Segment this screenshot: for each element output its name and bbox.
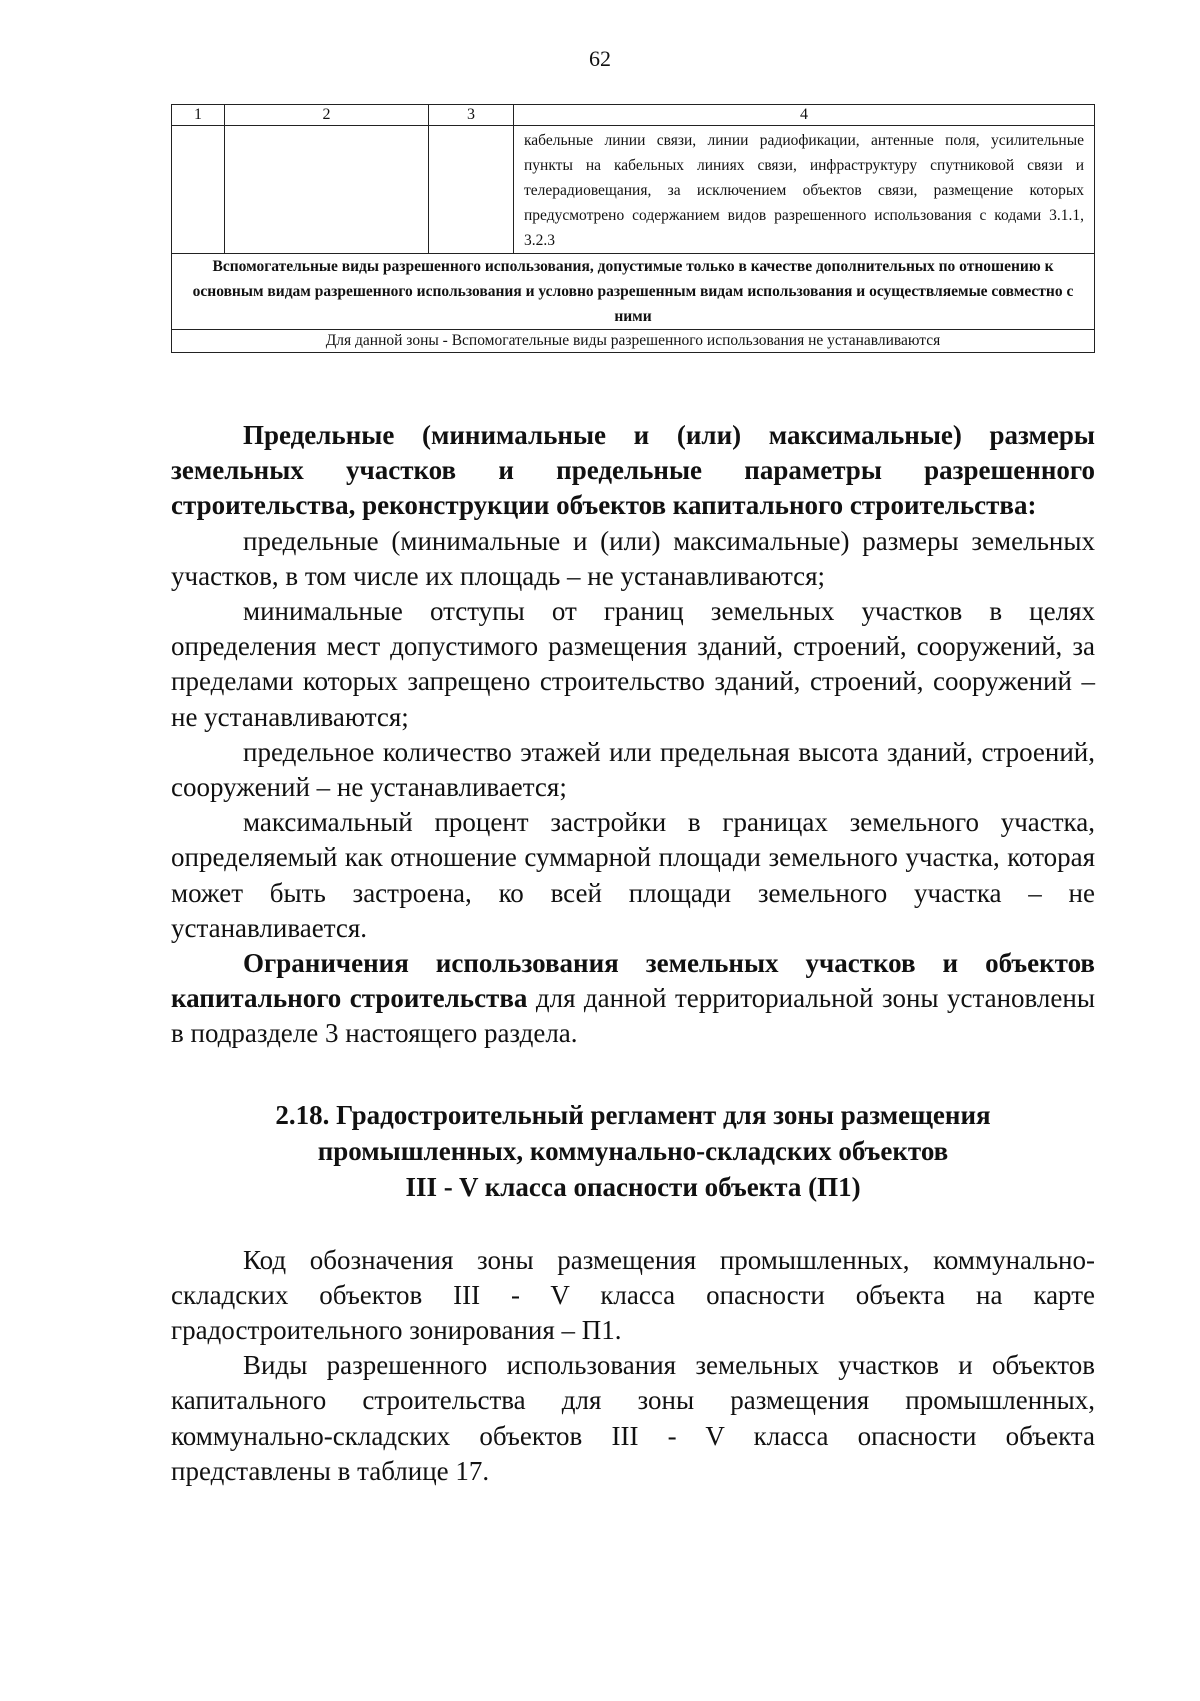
table-header-cell: 3 xyxy=(429,105,514,126)
table-cell-empty xyxy=(429,126,514,254)
aux-uses-title: Вспомогательные виды разрешенного использования, допустимые только в качестве дополнительных по отношению к основным видам разрешенного использования и условно разрешенным видам использования и осуществляемые совместно с ними xyxy=(172,254,1095,330)
section-title-line: промышленных, коммунально-складских объектов xyxy=(317,1135,949,1166)
restrictions-bold: Ограничения использования земельных участков и объектов капитального строительства xyxy=(171,948,1095,1014)
aux-uses-note: Для данной зоны - Вспомогательные виды разрешенного использования не устанавливаются xyxy=(172,330,1095,353)
table-header-cell: 1 xyxy=(172,105,225,126)
table-cell-description: кабельные линии связи, линии радиофикации, антенные поля, усилительные пункты на кабельных линиях связи, инфраструктуру спутниковой связи и телерадиовещания, за исключением объектов связи, размещение которых предусмотрено содержанием видов разрешенного использования с кодами 3.1.1, 3.2.3 xyxy=(514,126,1095,254)
table-header-cell: 4 xyxy=(514,105,1095,126)
section-title-line: 2.18. Градостроительный регламент для зоны размещения xyxy=(275,1099,991,1130)
limits-item: минимальные отступы от границ земельных участков в целях определения мест допустимого размещения зданий, строений, сооружений, за пределами которых запрещено строительство зданий, строений, сооружений – не устанавливаются; xyxy=(171,596,1095,732)
table-cell-empty xyxy=(225,126,429,254)
document-body xyxy=(171,418,1095,1489)
section-title-line: III - V класса опасности объекта (П1) xyxy=(405,1171,861,1202)
limits-item: предельное количество этажей или предельная высота зданий, строений, сооружений – не устанавливается; xyxy=(171,736,1095,803)
restrictions-paragraph xyxy=(171,946,1095,1052)
usage-paragraph: Виды разрешенного использования земельных участков и объектов капитального строительства для зоны размещения промышленных, коммунально-складских объектов III - V класса опасности объекта представлены в таблице 17. xyxy=(171,1350,1095,1486)
table-cell-empty xyxy=(172,126,225,254)
page-number: 62 xyxy=(589,46,611,71)
table-header-row xyxy=(172,105,1095,126)
table-row-aux-note xyxy=(172,330,1095,353)
table-header-cell: 2 xyxy=(225,105,429,126)
table-row-aux-title xyxy=(172,254,1095,330)
section-title xyxy=(171,1097,1095,1205)
restrictions-rest: для данной территориальной зоны установлены в подразделе 3 настоящего раздела. xyxy=(171,983,1095,1049)
regulation-table xyxy=(171,104,1095,353)
limits-item: предельные (минимальные и (или) максимальные) размеры земельных участков, в том числе их площадь – не устанавливаются; xyxy=(171,525,1095,591)
zone-code-paragraph: Код обозначения зоны размещения промышленных, коммунально-складских объектов III - V класса опасности объекта на карте градостроительного зонирования – П1. xyxy=(171,1244,1095,1346)
table-row xyxy=(172,126,1095,254)
limits-heading: Предельные (минимальные и (или) максимальные) размеры земельных участков и предельные параметры разрешенного строительства, реконструкции объектов капитального строительства: xyxy=(171,420,1095,521)
limits-item: максимальный процент застройки в границах земельного участка, определяемый как отношение суммарной площади земельного участка, которая может быть застроена, ко всей площади земельного участка – не устанавливается. xyxy=(171,807,1095,943)
